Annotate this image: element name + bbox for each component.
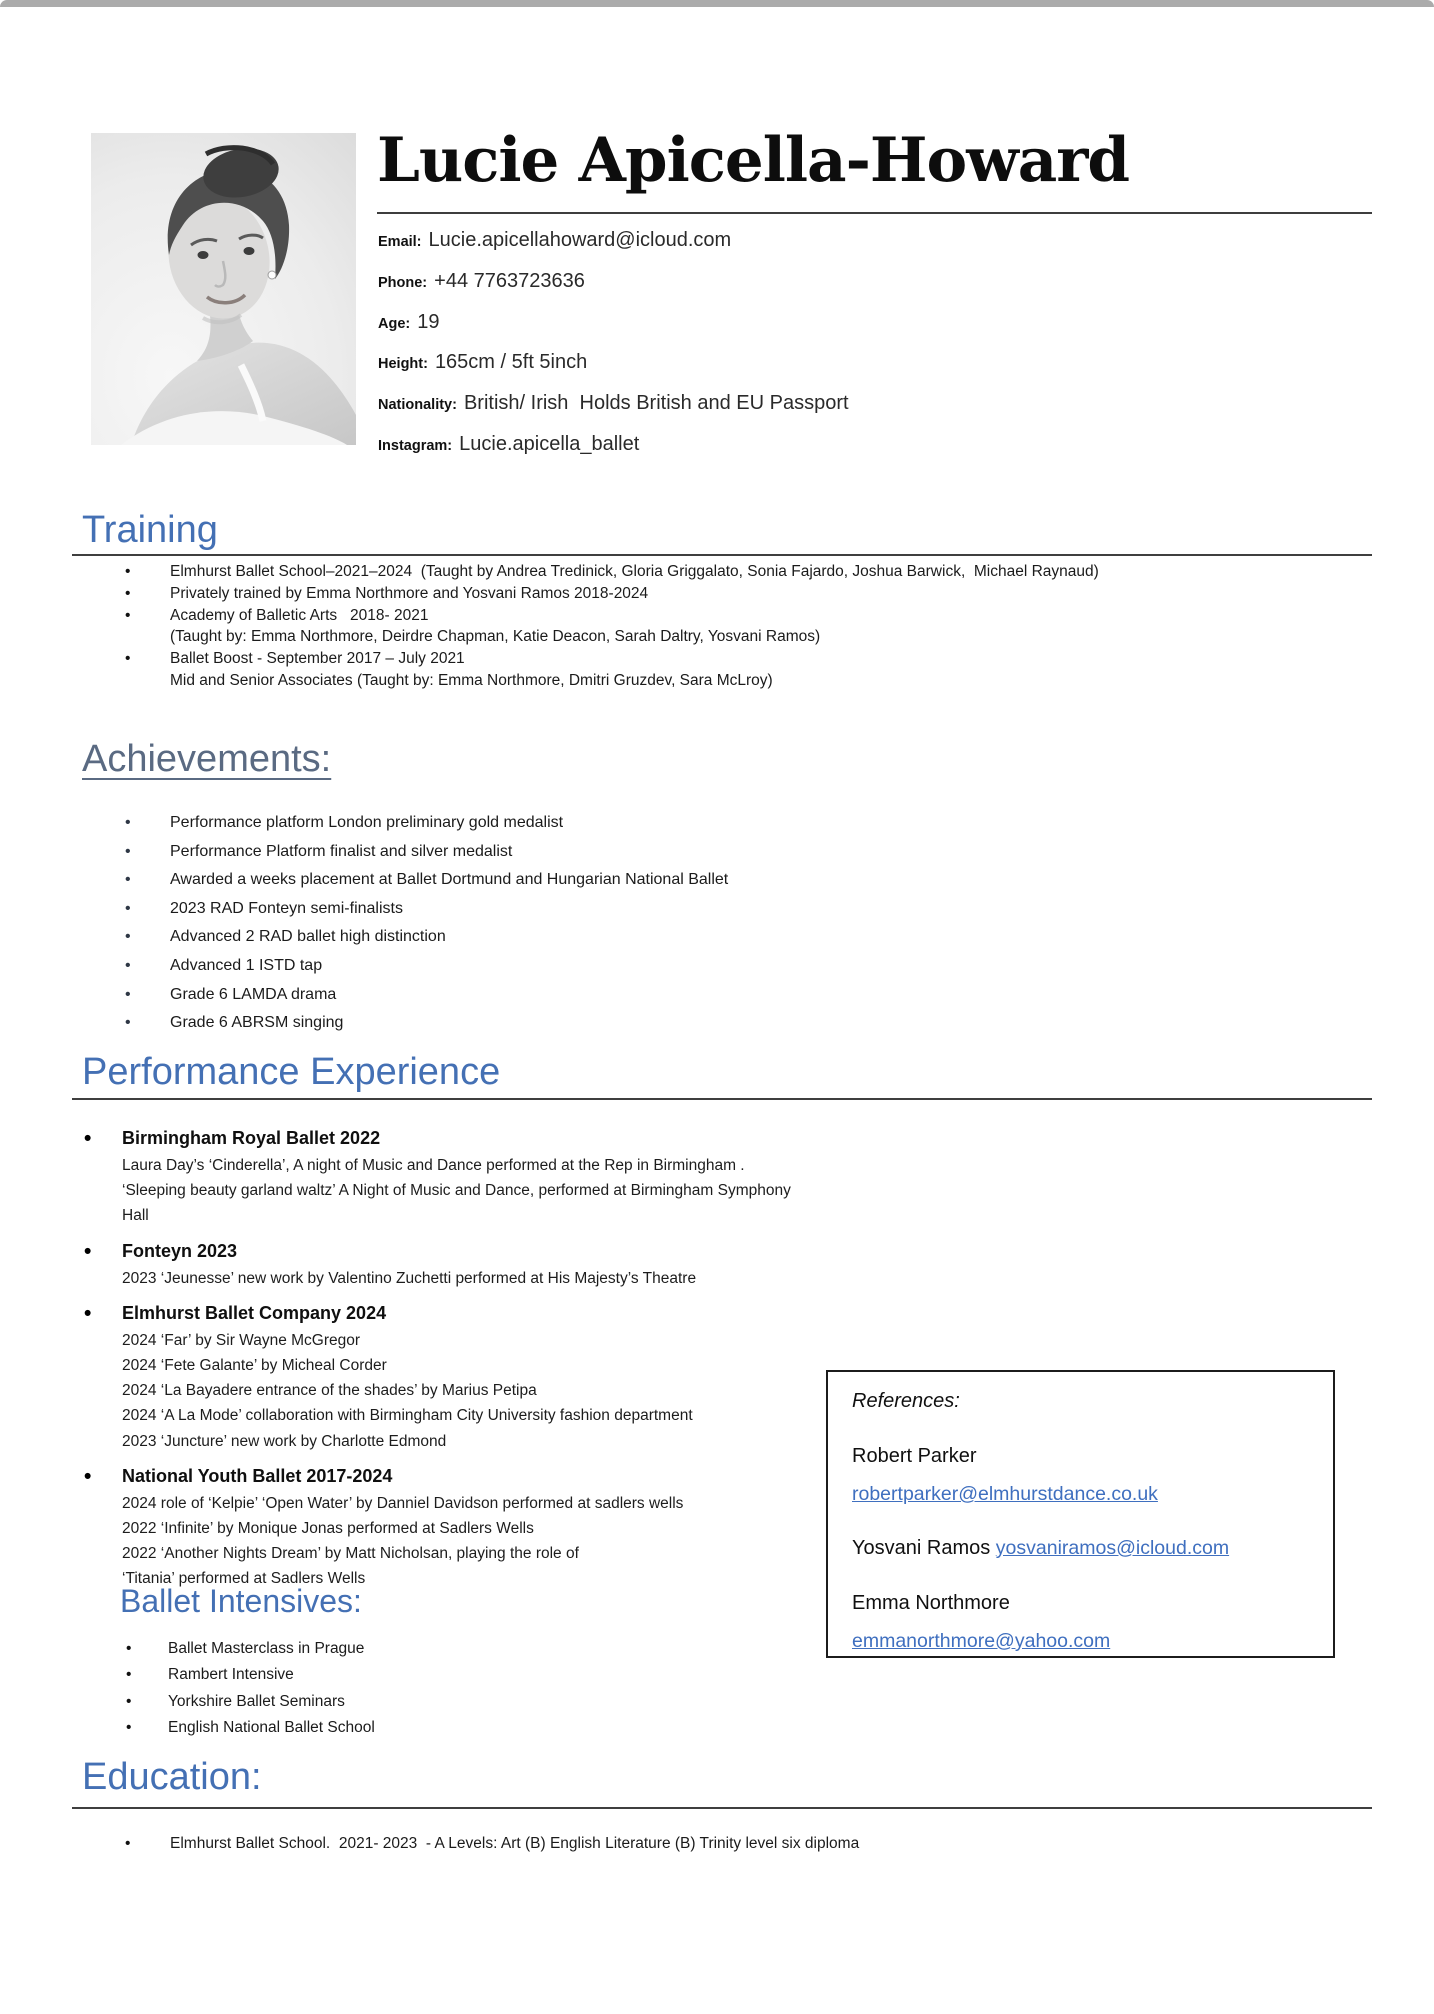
- profile-photo: [91, 133, 356, 445]
- contact-row-age: [378, 303, 1358, 344]
- phone-value: +44 7763723636: [434, 269, 585, 292]
- nationality-value: British/ Irish Holds British and EU Passport: [463, 392, 849, 415]
- height-value: 165cm / 5ft 5inch: [434, 351, 588, 374]
- achievement-item: • Advanced 2 RAD ballet high distinction: [82, 923, 1282, 952]
- performance-line: 2022 ‘Another Nights Dream’ by Matt Nicholsan, playing the role of: [122, 1545, 579, 1563]
- education-item: • Elmhurst Ballet School. 2021- 2023 - A Levels: Art (B) English Literature (B) Trinity level six diploma: [82, 1833, 1374, 1855]
- performance-line: 2024 ‘Far’ by Sir Wayne McGregor: [122, 1331, 361, 1349]
- intensive-item: • Rambert Intensive: [126, 1662, 726, 1688]
- performance-group: [83, 1299, 820, 1454]
- performance-line: ‘Titania’ performed at Sadlers Wells: [122, 1570, 366, 1588]
- performance-line: 2024 role of ‘Kelpie’ ‘Open Water’ by Danniel Davidson performed at sadlers wells: [122, 1494, 684, 1512]
- references-title: References:: [852, 1390, 960, 1412]
- performance-line: ‘Sleeping beauty garland waltz’ A Night of Music and Dance, performed at Birmingham Symphony Hall: [122, 1182, 796, 1225]
- education-section-title: Education:: [82, 1756, 262, 1798]
- instagram-label: Instagram:: [378, 437, 453, 454]
- header-divider: [377, 212, 1372, 214]
- education-list: [82, 1833, 1374, 1855]
- references-box: [826, 1370, 1335, 1658]
- reference-email-link[interactable]: yosvaniramos@icloud.com: [995, 1537, 1230, 1559]
- performance-divider: [72, 1098, 1372, 1100]
- performance-line: 2024 ‘Fete Galante’ by Micheal Corder: [122, 1357, 387, 1375]
- training-item: • Academy of Balletic Arts 2018- 2021: [82, 605, 1374, 627]
- contact-row-email: [378, 221, 1358, 262]
- intensive-item: • Ballet Masterclass in Prague: [126, 1636, 726, 1662]
- reference-email-link[interactable]: emmanorthmore@yahoo.com: [852, 1630, 1111, 1652]
- achievements-section-title: Achievements:: [82, 738, 332, 780]
- page-top-edge: [0, 0, 1434, 7]
- achievement-item: • 2023 RAD Fonteyn semi-finalists: [82, 895, 1282, 924]
- intensives-list: [126, 1636, 726, 1742]
- age-label: Age:: [378, 315, 411, 332]
- intensives-section-title: Ballet Intensives:: [120, 1583, 362, 1619]
- reference-entry: [852, 1443, 1309, 1508]
- reference-email-link[interactable]: robertparker@elmhurstdance.co.uk: [852, 1483, 1158, 1505]
- achievement-item: • Performance Platform finalist and silver medalist: [82, 838, 1282, 867]
- nationality-label: Nationality:: [378, 397, 457, 414]
- email-label: Email:: [378, 234, 422, 250]
- email-value: Lucie.apicellahoward@icloud.com: [428, 229, 732, 251]
- training-item-continuation: Mid and Senior Associates (Taught by: Emma Northmore, Dmitri Gruzdev, Sara McLroy): [170, 671, 773, 689]
- training-item: • Elmhurst Ballet School–2021–2024 (Taught by Andrea Tredinick, Gloria Griggalato, Sonia Fajardo, Joshua Barwick, Michael Raynaud): [82, 561, 1374, 583]
- contact-row-phone: [378, 262, 1358, 303]
- training-item: • Privately trained by Emma Northmore and Yosvani Ramos 2018-2024: [82, 583, 1374, 605]
- contact-row-height: [378, 343, 1358, 384]
- training-list: [82, 561, 1374, 692]
- portrait-illustration: [91, 133, 356, 445]
- page-title: Lucie Apicella-Howard: [377, 125, 1130, 196]
- contact-row-nationality: [378, 384, 1358, 425]
- achievement-item: • Advanced 1 ISTD tap: [82, 952, 1282, 981]
- education-divider: [72, 1807, 1372, 1809]
- age-value: 19: [417, 310, 440, 333]
- reference-name: Emma Northmore: [852, 1592, 1010, 1614]
- performance-line: 2024 ‘A La Mode’ collaboration with Birmingham City University fashion department: [122, 1407, 693, 1425]
- instagram-value: Lucie.apicella_ballet: [459, 432, 640, 455]
- performance-group: [83, 1462, 820, 1592]
- contact-block: [378, 221, 1358, 466]
- reference-entry: [852, 1590, 1309, 1655]
- achievement-item: • Awarded a weeks placement at Ballet Dortmund and Hungarian National Ballet: [82, 866, 1282, 895]
- performance-group: [83, 1237, 820, 1291]
- performance-group-title: • Fonteyn 2023: [83, 1237, 820, 1266]
- contact-row-instagram: [378, 425, 1358, 466]
- reference-entry: [852, 1535, 1309, 1562]
- performance-line: 2024 ‘La Bayadere entrance of the shades’ by Marius Petipa: [122, 1382, 537, 1400]
- training-section-title: Training: [82, 509, 218, 551]
- performance-group-title: • Birmingham Royal Ballet 2022: [83, 1124, 820, 1153]
- performance-group: [83, 1124, 820, 1229]
- training-item: • Ballet Boost - September 2017 – July 2021: [82, 648, 1374, 670]
- training-divider: [72, 554, 1372, 556]
- performance-line: 2023 ‘Juncture’ new work by Charlotte Edmond: [122, 1432, 447, 1450]
- height-label: Height:: [378, 356, 428, 373]
- achievement-item: • Performance platform London preliminary gold medalist: [82, 809, 1282, 838]
- performance-group-title: • National Youth Ballet 2017-2024: [83, 1462, 820, 1491]
- reference-name: Yosvani Ramos: [852, 1537, 991, 1559]
- achievement-item: • Grade 6 ABRSM singing: [82, 1009, 1282, 1038]
- intensive-item: • English National Ballet School: [126, 1715, 726, 1741]
- performance-list: [83, 1124, 820, 1600]
- performance-line: Laura Day’s ‘Cinderella’, A night of Music and Dance performed at the Rep in Birmingham .: [122, 1157, 745, 1174]
- performance-section-title: Performance Experience: [82, 1051, 501, 1093]
- reference-name: Robert Parker: [852, 1445, 977, 1467]
- phone-label: Phone:: [378, 274, 428, 291]
- achievements-list: [82, 809, 1282, 1038]
- performance-line: 2023 ‘Jeunesse’ new work by Valentino Zuchetti performed at His Majesty’s Theatre: [122, 1269, 697, 1287]
- training-item-continuation: (Taught by: Emma Northmore, Deirdre Chapman, Katie Deacon, Sarah Daltry, Yosvani Ramos): [170, 628, 821, 646]
- performance-line: 2022 ‘Infinite’ by Monique Jonas performed at Sadlers Wells: [122, 1520, 534, 1538]
- performance-group-title: • Elmhurst Ballet Company 2024: [83, 1299, 820, 1328]
- achievement-item: • Grade 6 LAMDA drama: [82, 981, 1282, 1010]
- intensive-item: • Yorkshire Ballet Seminars: [126, 1689, 726, 1715]
